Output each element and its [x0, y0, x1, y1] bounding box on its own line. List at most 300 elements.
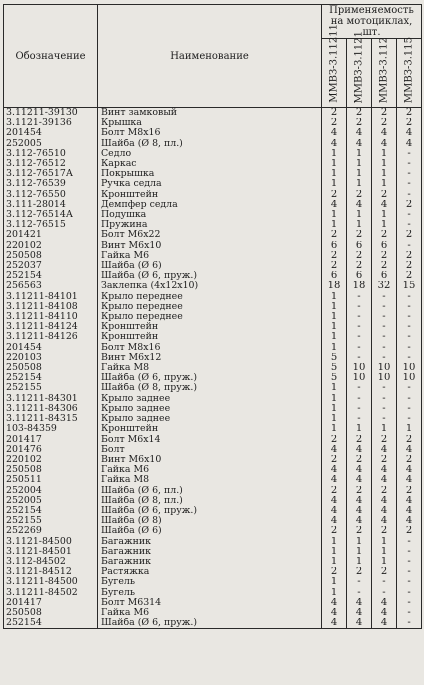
quantity-cell: 1 [322, 210, 347, 220]
quantity-cell: 2 [397, 455, 422, 465]
quantity-cell: 2 [347, 455, 372, 465]
part-name: Болт М6х22 [98, 230, 322, 240]
table-row [4, 445, 422, 455]
part-code: 3.11211-84108 [4, 302, 98, 312]
quantity-cell: - [397, 588, 422, 598]
part-code: 252154 [4, 271, 98, 281]
quantity-cell: 6 [347, 271, 372, 281]
quantity-cell: - [347, 322, 372, 332]
quantity-cell: 2 [347, 251, 372, 261]
quantity-cell: 1 [347, 169, 372, 179]
quantity-cell: 2 [372, 567, 397, 577]
part-code: 3.112-76539 [4, 179, 98, 189]
table-row [4, 108, 422, 119]
part-name: Каркас [98, 159, 322, 169]
part-name: Крыло заднее [98, 394, 322, 404]
table-row [4, 169, 422, 179]
part-name: Винт замковый [98, 108, 322, 119]
part-name: Крыло заднее [98, 414, 322, 424]
table-row [4, 292, 422, 302]
part-name: Гайка М6 [98, 251, 322, 261]
part-code: 3.112-76512 [4, 159, 98, 169]
quantity-cell: - [397, 414, 422, 424]
quantity-cell: 4 [322, 608, 347, 618]
quantity-cell: 1 [372, 149, 397, 159]
table-row [4, 312, 422, 322]
quantity-cell: 10 [372, 373, 397, 383]
quantity-cell: - [397, 149, 422, 159]
part-name: Шайба (Ø 8, пл.) [98, 496, 322, 506]
quantity-cell: 2 [322, 435, 347, 445]
quantity-cell: 2 [397, 486, 422, 496]
table-row [4, 567, 422, 577]
part-name: Болт М8х16 [98, 343, 322, 353]
quantity-cell: 1 [347, 557, 372, 567]
table-row [4, 506, 422, 516]
part-name: Крыло переднее [98, 312, 322, 322]
part-name: Винт М6х10 [98, 241, 322, 251]
quantity-cell: 1 [347, 220, 372, 230]
quantity-cell: 4 [322, 475, 347, 485]
quantity-cell: 1 [322, 557, 347, 567]
table-row [4, 230, 422, 240]
part-name: Винт М6х10 [98, 455, 322, 465]
quantity-cell: 4 [347, 128, 372, 138]
quantity-cell: 1 [347, 424, 372, 434]
quantity-cell: 2 [372, 261, 397, 271]
quantity-cell: - [397, 598, 422, 608]
model-header [372, 36, 397, 108]
quantity-cell: - [372, 312, 397, 322]
part-code: 3.11211-39130 [4, 108, 98, 119]
table-row [4, 455, 422, 465]
part-code: 103-84359 [4, 424, 98, 434]
quantity-cell: 4 [372, 608, 397, 618]
quantity-cell: 4 [347, 139, 372, 149]
quantity-cell: 2 [397, 271, 422, 281]
part-name: Пружина [98, 220, 322, 230]
quantity-cell: 2 [322, 455, 347, 465]
part-code: 252154 [4, 618, 98, 629]
quantity-cell: - [372, 302, 397, 312]
part-name: Багажник [98, 537, 322, 547]
part-code: 3.1121-84512 [4, 567, 98, 577]
part-code: 3.1121-39136 [4, 118, 98, 128]
table-row [4, 353, 422, 363]
quantity-cell: - [397, 322, 422, 332]
quantity-cell: 1 [322, 332, 347, 342]
quantity-cell: 4 [397, 506, 422, 516]
quantity-cell: 2 [372, 108, 397, 119]
part-name: Кронштейн [98, 322, 322, 332]
part-name: Кронштейн [98, 190, 322, 200]
table-row [4, 139, 422, 149]
part-code: 201476 [4, 445, 98, 455]
quantity-cell: 4 [397, 445, 422, 455]
table-row [4, 526, 422, 536]
quantity-cell: 1 [322, 169, 347, 179]
quantity-cell: - [347, 332, 372, 342]
model-label: ММВЗ-3.1121 [353, 30, 365, 103]
quantity-cell: 2 [347, 526, 372, 536]
table-row [4, 404, 422, 414]
part-name: Покрышка [98, 169, 322, 179]
part-name: Гайка М6 [98, 465, 322, 475]
quantity-cell: 4 [372, 506, 397, 516]
quantity-cell: 2 [322, 567, 347, 577]
quantity-cell: 2 [347, 567, 372, 577]
quantity-cell: 1 [372, 220, 397, 230]
part-code: 3.112-76550 [4, 190, 98, 200]
part-code: 3.11211-84101 [4, 292, 98, 302]
part-name: Гайка М8 [98, 475, 322, 485]
quantity-cell: 2 [372, 230, 397, 240]
quantity-cell: - [397, 567, 422, 577]
table-row [4, 588, 422, 598]
quantity-cell: - [397, 618, 422, 629]
quantity-cell: 4 [397, 139, 422, 149]
part-code: 3.112-76514А [4, 210, 98, 220]
part-name: Шайба (Ø 6, пруж.) [98, 271, 322, 281]
quantity-cell: - [347, 577, 372, 587]
part-code: 3.112-84502 [4, 557, 98, 567]
quantity-cell: 2 [397, 261, 422, 271]
quantity-cell: 4 [322, 598, 347, 608]
quantity-cell: 1 [322, 404, 347, 414]
quantity-cell: 4 [322, 128, 347, 138]
part-name: Шайба (Ø 6, пл.) [98, 486, 322, 496]
table-row [4, 475, 422, 485]
part-code: 201417 [4, 598, 98, 608]
quantity-cell: - [372, 332, 397, 342]
quantity-cell: 18 [322, 281, 347, 291]
quantity-cell: 4 [322, 618, 347, 629]
quantity-cell: 1 [372, 547, 397, 557]
quantity-cell: - [397, 210, 422, 220]
quantity-cell: - [397, 394, 422, 404]
quantity-cell: 2 [347, 230, 372, 240]
table-row [4, 435, 422, 445]
quantity-cell: 6 [322, 241, 347, 251]
table-row [4, 424, 422, 434]
model-header [397, 36, 422, 108]
quantity-cell: 2 [397, 435, 422, 445]
part-code: 252005 [4, 139, 98, 149]
quantity-cell: 4 [372, 465, 397, 475]
quantity-cell: 4 [372, 200, 397, 210]
part-code: 201454 [4, 343, 98, 353]
quantity-cell: 1 [397, 424, 422, 434]
quantity-cell: 10 [372, 363, 397, 373]
quantity-cell: 1 [322, 424, 347, 434]
quantity-cell: 4 [322, 465, 347, 475]
quantity-cell: 1 [322, 547, 347, 557]
quantity-cell: - [397, 241, 422, 251]
quantity-cell: 1 [322, 414, 347, 424]
quantity-cell: - [397, 557, 422, 567]
table-row [4, 261, 422, 271]
part-name: Болт М8х16 [98, 128, 322, 138]
table-row [4, 179, 422, 189]
table-row [4, 281, 422, 291]
table-row [4, 220, 422, 230]
part-code: 220102 [4, 241, 98, 251]
quantity-cell: 2 [322, 108, 347, 119]
table-row [4, 190, 422, 200]
quantity-cell: 4 [397, 496, 422, 506]
quantity-cell: 4 [397, 516, 422, 526]
part-code: 252155 [4, 383, 98, 393]
quantity-cell: 4 [372, 496, 397, 506]
table-row [4, 598, 422, 608]
part-code: 250511 [4, 475, 98, 485]
part-code: 3.11211-84306 [4, 404, 98, 414]
part-code: 3.112-76515 [4, 220, 98, 230]
part-code: 3.11211-84124 [4, 322, 98, 332]
quantity-cell: 2 [397, 251, 422, 261]
quantity-cell: 1 [372, 169, 397, 179]
part-code: 252005 [4, 496, 98, 506]
model-header [347, 30, 372, 108]
part-code: 3.11211-84301 [4, 394, 98, 404]
quantity-cell: 10 [397, 363, 422, 373]
table-row [4, 557, 422, 567]
quantity-cell: - [397, 292, 422, 302]
part-code: 201421 [4, 230, 98, 240]
quantity-cell: - [347, 383, 372, 393]
quantity-cell: 4 [397, 128, 422, 138]
table-row [4, 343, 422, 353]
quantity-cell: - [372, 383, 397, 393]
name-header: Наименование [98, 5, 322, 108]
quantity-cell: - [397, 353, 422, 363]
part-name: Шайба (Ø 8, пруж.) [98, 383, 322, 393]
quantity-cell: 1 [372, 424, 397, 434]
table-row [4, 302, 422, 312]
table-row [4, 241, 422, 251]
part-code: 3.112-76510 [4, 149, 98, 159]
quantity-cell: - [397, 608, 422, 618]
quantity-cell: - [372, 404, 397, 414]
quantity-cell: 4 [397, 465, 422, 475]
part-name: Багажник [98, 557, 322, 567]
quantity-cell: 1 [347, 149, 372, 159]
quantity-cell: - [347, 353, 372, 363]
quantity-cell: 1 [322, 312, 347, 322]
table-row [4, 149, 422, 159]
table-row [4, 159, 422, 169]
quantity-cell: 2 [397, 200, 422, 210]
quantity-cell: - [397, 537, 422, 547]
table-row [4, 322, 422, 332]
part-name: Крыло переднее [98, 302, 322, 312]
quantity-cell: 4 [322, 139, 347, 149]
part-name: Болт М6х14 [98, 435, 322, 445]
quantity-cell: 6 [347, 241, 372, 251]
quantity-cell: - [397, 577, 422, 587]
quantity-cell: - [347, 394, 372, 404]
quantity-cell: 2 [322, 230, 347, 240]
part-code: 3.11211-84126 [4, 332, 98, 342]
table-row [4, 210, 422, 220]
part-name: Крыло заднее [98, 404, 322, 414]
part-code: 250508 [4, 251, 98, 261]
part-name: Крыло переднее [98, 292, 322, 302]
part-code: 250508 [4, 465, 98, 475]
quantity-cell: 4 [347, 496, 372, 506]
part-code: 252155 [4, 516, 98, 526]
part-code: 252037 [4, 261, 98, 271]
quantity-cell: 4 [347, 445, 372, 455]
quantity-cell: 2 [347, 486, 372, 496]
quantity-cell: 2 [397, 526, 422, 536]
part-name: Багажник [98, 547, 322, 557]
quantity-cell: 4 [322, 200, 347, 210]
model-header [322, 24, 347, 108]
quantity-cell: 2 [372, 435, 397, 445]
table-row [4, 271, 422, 281]
table-row [4, 332, 422, 342]
quantity-cell: 2 [322, 526, 347, 536]
quantity-cell: 4 [372, 516, 397, 526]
quantity-cell: 2 [347, 108, 372, 119]
quantity-cell: 1 [322, 537, 347, 547]
quantity-cell: 6 [372, 241, 397, 251]
quantity-cell: 2 [397, 118, 422, 128]
quantity-cell: 4 [372, 445, 397, 455]
quantity-cell: 1 [372, 210, 397, 220]
quantity-cell: 4 [347, 475, 372, 485]
table-row [4, 363, 422, 373]
quantity-cell: - [397, 302, 422, 312]
part-code: 250508 [4, 363, 98, 373]
quantity-cell: 1 [347, 537, 372, 547]
quantity-cell: 4 [347, 200, 372, 210]
quantity-cell: 5 [322, 373, 347, 383]
table-row [4, 496, 422, 506]
quantity-cell: 4 [347, 465, 372, 475]
quantity-cell: 2 [372, 455, 397, 465]
quantity-cell: 4 [347, 506, 372, 516]
part-name: Болт [98, 445, 322, 455]
quantity-cell: - [397, 383, 422, 393]
designation-header: Обозначение [4, 5, 98, 108]
applicability-header: Применяемость на мотоциклах, шт. [322, 5, 422, 39]
part-code: 250508 [4, 608, 98, 618]
part-code: 256563 [4, 281, 98, 291]
quantity-cell: 5 [322, 353, 347, 363]
part-code: 220102 [4, 455, 98, 465]
quantity-cell: 15 [397, 281, 422, 291]
quantity-cell: - [372, 292, 397, 302]
quantity-cell: 5 [322, 363, 347, 373]
quantity-cell: 1 [372, 557, 397, 567]
quantity-cell: 4 [322, 506, 347, 516]
quantity-cell: 1 [347, 159, 372, 169]
part-name: Винт М6х12 [98, 353, 322, 363]
quantity-cell: 4 [347, 608, 372, 618]
part-name: Шайба (Ø 6, пруж.) [98, 506, 322, 516]
quantity-cell: - [347, 404, 372, 414]
quantity-cell: 2 [322, 190, 347, 200]
quantity-cell: - [372, 353, 397, 363]
quantity-cell: 1 [322, 292, 347, 302]
quantity-cell: - [397, 404, 422, 414]
part-name: Болт М6314 [98, 598, 322, 608]
part-code: 3.11211-84110 [4, 312, 98, 322]
quantity-cell: 2 [347, 435, 372, 445]
quantity-cell: 1 [372, 179, 397, 189]
quantity-cell: 1 [322, 577, 347, 587]
quantity-cell: - [347, 414, 372, 424]
model-label: ММВЗ-3.11211 [328, 24, 340, 103]
quantity-cell: 2 [347, 261, 372, 271]
part-code: 3.1121-84501 [4, 547, 98, 557]
part-code: 252269 [4, 526, 98, 536]
part-name: Кронштейн [98, 332, 322, 342]
part-name: Бугель [98, 577, 322, 587]
quantity-cell: - [347, 588, 372, 598]
quantity-cell: 2 [397, 108, 422, 119]
quantity-cell: - [397, 179, 422, 189]
quantity-cell: 1 [322, 149, 347, 159]
part-code: 3.11211-84502 [4, 588, 98, 598]
quantity-cell: 1 [322, 343, 347, 353]
part-code: 3.111-28014 [4, 200, 98, 210]
table-row [4, 118, 422, 128]
part-name: Шайба (Ø 8) [98, 516, 322, 526]
part-name: Шайба (Ø 6) [98, 261, 322, 271]
part-code: 252154 [4, 506, 98, 516]
quantity-cell: 1 [322, 179, 347, 189]
quantity-cell: - [372, 588, 397, 598]
quantity-cell: 4 [397, 475, 422, 485]
quantity-cell: - [397, 332, 422, 342]
quantity-cell: - [397, 190, 422, 200]
quantity-cell: 2 [397, 230, 422, 240]
quantity-cell: 1 [322, 394, 347, 404]
quantity-cell: 2 [372, 251, 397, 261]
quantity-cell: - [372, 322, 397, 332]
quantity-cell: - [372, 577, 397, 587]
table-row [4, 200, 422, 210]
part-name: Ручка седла [98, 179, 322, 189]
quantity-cell: 10 [347, 363, 372, 373]
part-name: Растяжка [98, 567, 322, 577]
quantity-cell: 4 [372, 128, 397, 138]
quantity-cell: 4 [322, 445, 347, 455]
quantity-cell: 10 [397, 373, 422, 383]
quantity-cell: - [397, 547, 422, 557]
part-name: Кронштейн [98, 424, 322, 434]
quantity-cell: 2 [322, 118, 347, 128]
quantity-cell: - [347, 292, 372, 302]
table-row [4, 394, 422, 404]
quantity-cell: - [397, 159, 422, 169]
quantity-cell: 1 [347, 547, 372, 557]
table-row [4, 414, 422, 424]
part-name: Шайба (Ø 8, пл.) [98, 139, 322, 149]
part-code: 252004 [4, 486, 98, 496]
quantity-cell: - [397, 169, 422, 179]
table-row [4, 547, 422, 557]
quantity-cell: 6 [372, 271, 397, 281]
table-row [4, 373, 422, 383]
quantity-cell: 1 [322, 302, 347, 312]
part-name: Бугель [98, 588, 322, 598]
part-name: Заклепка (4х12х10) [98, 281, 322, 291]
quantity-cell: 1 [372, 159, 397, 169]
